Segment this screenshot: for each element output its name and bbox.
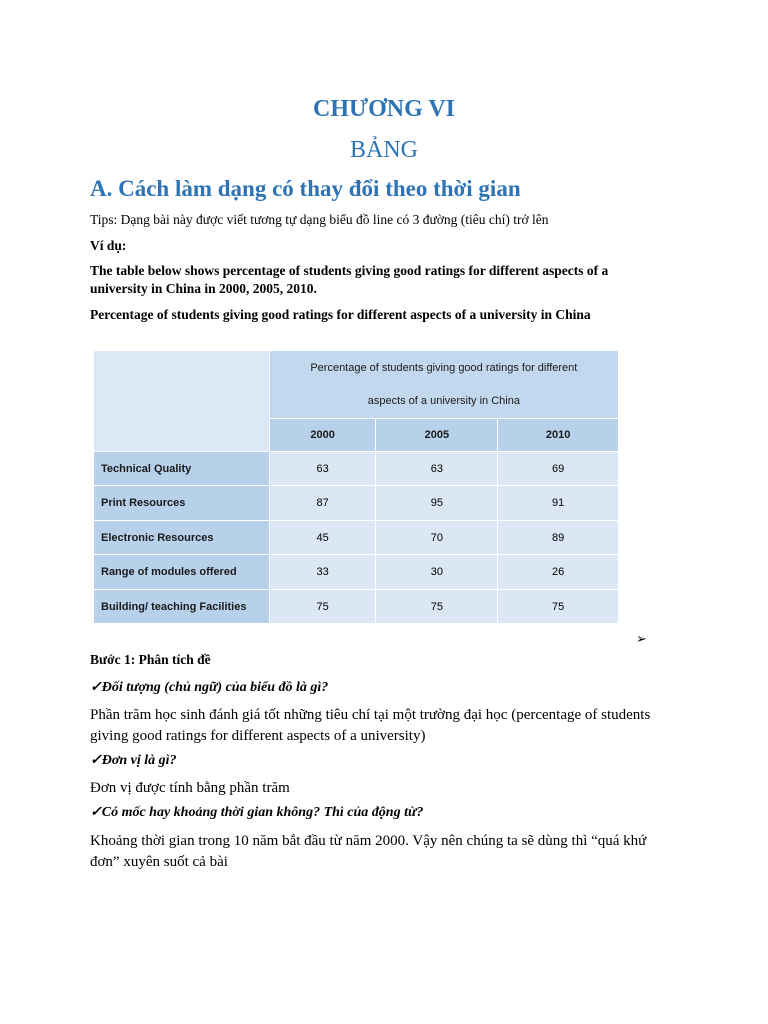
table-title-line2: aspects of a university in China: [367, 394, 520, 407]
table-cell: 70: [376, 521, 498, 555]
chapter-title: CHƯƠNG VI: [312, 96, 455, 122]
row-label: Print Resources: [94, 486, 270, 521]
table-cell: 69: [498, 452, 619, 486]
row-label: Technical Quality: [94, 452, 270, 486]
row-label: Building/ teaching Facilities: [94, 590, 270, 624]
table-cell: 75: [376, 590, 498, 624]
table-cell: 75: [269, 590, 376, 624]
table-cell: 30: [376, 555, 498, 590]
table-cell: 26: [498, 555, 619, 590]
table-cell: 75: [498, 590, 619, 624]
example-label: Ví dụ:: [90, 238, 127, 253]
answer-unit: Đơn vị được tính bằng phần trăm: [90, 780, 290, 796]
table-cell: 89: [498, 521, 619, 555]
step1-title: Bước 1: Phân tích đề: [90, 652, 211, 667]
table-cell: 91: [498, 486, 619, 521]
answer-subject: Phần trăm học sinh đánh giá tốt những tiêu chí tại một trường đại học (percentage of students giving good ratings for different aspects of a university): [90, 707, 651, 744]
row-label: Electronic Resources: [94, 521, 270, 555]
question-unit: ✓Đơn vị là gì?: [90, 753, 177, 768]
year-header: 2000: [269, 419, 376, 452]
table-cell: 63: [376, 452, 498, 486]
arrow-bullet-icon: ➢: [636, 632, 647, 647]
table-row: [94, 521, 619, 555]
ratings-table: [93, 350, 619, 624]
table-cell: 95: [376, 486, 498, 521]
table-title-line1: Percentage of students giving good ratings for different: [310, 361, 578, 374]
question-time: ✓Có mốc hay khoảng thời gian không? Thì của động từ?: [90, 805, 424, 820]
table-row: [94, 590, 619, 624]
table-row: [94, 452, 619, 486]
question-subject: ✓Đối tượng (chủ ngữ) của biểu đồ là gì?: [90, 680, 329, 695]
table-caption: Percentage of students giving good ratings for different aspects of a university in China: [90, 307, 591, 322]
row-label: Range of modules offered: [94, 555, 270, 590]
table-cell: 33: [269, 555, 376, 590]
task-prompt: The table below shows percentage of students giving good ratings for different aspects of a university in China in 2000, 2005, 2010.: [90, 263, 609, 296]
section-heading: A. Cách làm dạng có thay đổi theo thời gian: [90, 176, 521, 201]
table-row: [94, 486, 619, 521]
answer-time: Khoảng thời gian trong 10 năm bắt đầu từ năm 2000. Vậy nên chúng ta sẽ dùng thì “quá khứ đơn” xuyên suốt cả bài: [90, 833, 647, 870]
tips-text: Tips: Dạng bài này được viết tương tự dạng biểu đồ line có 3 đường (tiêu chí) trở lên: [90, 212, 549, 227]
table-cell: 87: [269, 486, 376, 521]
year-header: 2005: [376, 419, 498, 452]
chapter-subtitle: BẢNG: [349, 137, 418, 163]
table-row: [94, 555, 619, 590]
table-corner-cell: [94, 351, 270, 452]
table-cell: 63: [269, 452, 376, 486]
year-header: 2010: [498, 419, 619, 452]
table-cell: 45: [269, 521, 376, 555]
table-title-cell: [269, 351, 618, 419]
